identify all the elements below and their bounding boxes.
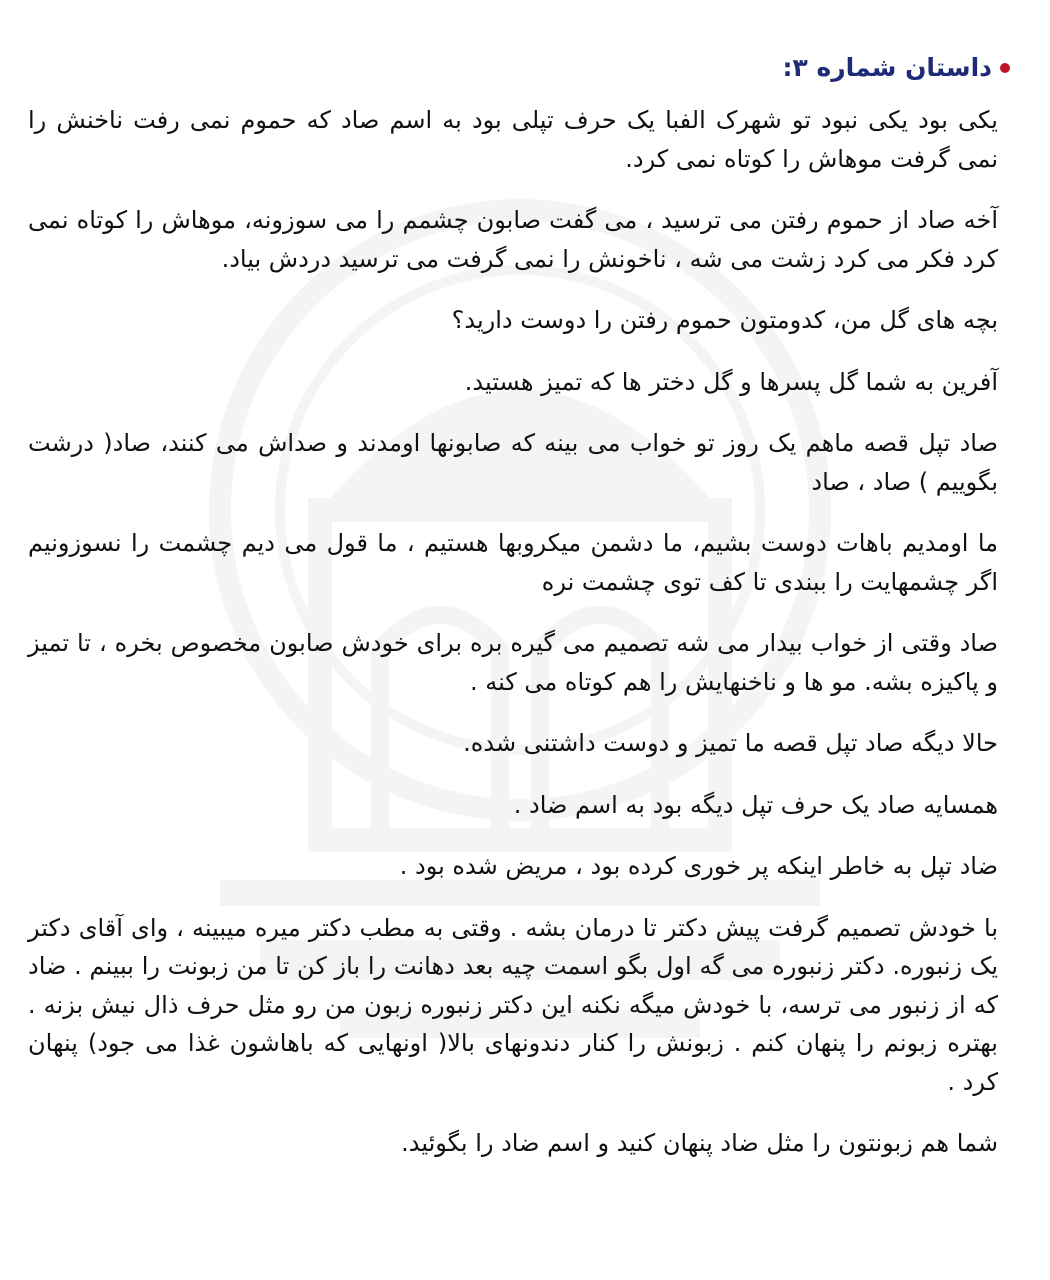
- story-title-row: [28, 48, 1010, 88]
- paragraph: شما هم زبونتون را مثل ضاد پنهان کنید و اسم ضاد را بگوئید.: [401, 1129, 998, 1157]
- paragraph: صاد تپل قصه ماهم یک روز تو خواب می بینه که صابونها اومدند و صداش می کنند، صاد( درشت بگوییم ) صاد ، صاد: [28, 429, 998, 496]
- paragraph: صاد وقتی از خواب بیدار می شه تصمیم می گیره بره برای خودش صابون مخصوص بخره ، تا تمیز و پاکیزه بشه. مو ها و ناخنهایش را هم کوتاه می کنه .: [28, 629, 998, 696]
- story-document: [28, 48, 998, 1186]
- paragraph: یکی بود یکی نبود تو شهرک الفبا یک حرف تپلی بود به اسم صاد که حموم نمی رفت ناخنش را نمی گرفت موهاش را کوتاه نمی کرد.: [28, 106, 998, 173]
- paragraph: همسایه صاد یک حرف تپل دیگه بود به اسم ضاد .: [513, 790, 998, 819]
- paragraph: حالا دیگه صاد تپل قصه ما تمیز و دوست داشتنی شده.: [463, 729, 998, 757]
- paragraph: ضاد تپل به خاطر اینکه پر خوری کرده بود ، مریض شده بود .: [399, 852, 998, 880]
- paragraph: بچه های گل من، کدومتون حموم رفتن را دوست دارید؟: [451, 306, 998, 334]
- paragraph: آفرین به شما گل پسرها و گل دختر ها که تمیز هستید.: [464, 367, 998, 396]
- story-title: داستان شماره ۳:: [782, 53, 992, 82]
- paragraph: با خودش تصمیم گرفت پیش دکتر تا درمان بشه . وقتی به مطب دکتر میره میبینه ، وای آقای دکتر یک زنبوره. دکتر زنبوره می گه اول بگو اسمت چیه بعد دهانت را باز کن تا من زبونت را ببینم . ضاد که از زنبور می ترسه، با خودش میگه نکنه این دکتر زنبوره زبون من رو مثل حرف ذال نیش بزنه . بهتره زبونم را پنهان کنم . زبونش را کنار دندونهای بالا( اونهایی که باهاشون غذا می جود) پنهان کرد .: [28, 913, 998, 1096]
- bullet-icon: [1000, 63, 1010, 73]
- paragraph: ما اومدیم باهات دوست بشیم، ما دشمن میکروبها هستیم ، ما قول می دیم چشمت را نسوزونیم اگر چشمهایت را ببندی تا کف توی چشمت نره: [28, 529, 998, 596]
- paragraph: آخه صاد از حموم رفتن می ترسید ، می گفت صابون چشمم را می سوزونه، موهاش را کوتاه نمی کرد فکر می کرد زشت می شه ، ناخونش را نمی گرفت می ترسید دردش بیاد.: [28, 206, 998, 273]
